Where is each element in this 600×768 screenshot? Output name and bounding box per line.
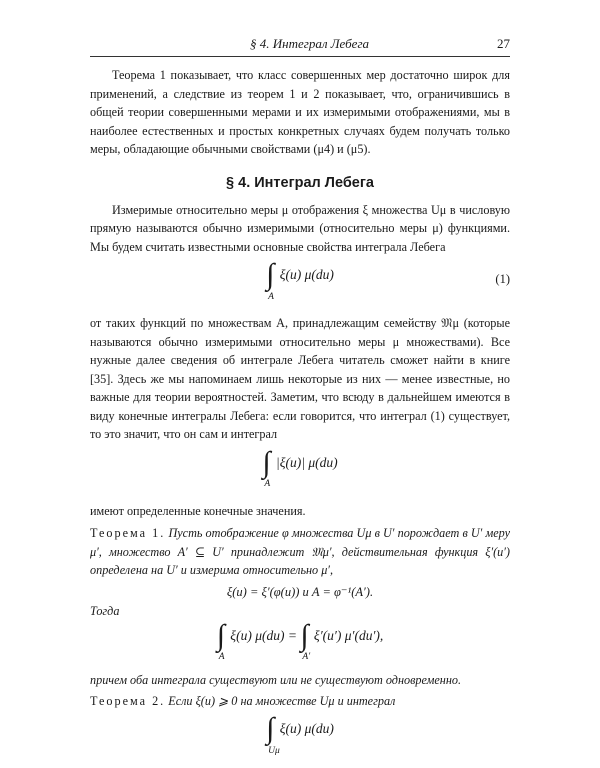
integral-subscript: Uμ <box>268 745 280 756</box>
formula-number: (1) <box>495 272 510 286</box>
formula-left: ξ(u) μ(du) = <box>230 627 297 643</box>
formula-expression: ξ(u) μ(du) <box>279 267 334 282</box>
formula-right: ξ′(u′) μ′(du′), <box>313 627 384 643</box>
formula-expression: |ξ(u)| μ(du) <box>276 454 338 470</box>
paragraph-3: имеют определенные конечные значения. <box>90 503 306 518</box>
intro-paragraph: Теорема 1 показывает, что класс совершенных мер достаточно широк для применений, а следствие из теорем 1 и 2 показывает, что, ограничившись в общей теории совершенными мерами и их измеримыми отображениями, мы в наиболее естественных и простых конкретных случаях будем получать только меры, обладающие обычными свойствами (μ4) и (μ5). <box>90 68 510 156</box>
page-content <box>90 66 510 768</box>
theorem-1-formula <box>90 618 510 667</box>
theorem-1-body: Пусть отображение φ множества Uμ в U′ порождает в U′ меру μ′, множество A′ ⊆ U′ принадлежит 𝔐μ′, действительная функция ξ′(u′) определена на U′ и измерима относительно μ′, <box>90 526 511 577</box>
integral-sign: ∫ A′ <box>300 618 311 662</box>
theorem-1 <box>90 524 510 580</box>
theorem-2-head: Теорема 2. <box>90 693 166 708</box>
integral-subscript: A <box>264 479 271 489</box>
theorem-1-condition: ξ(u) = ξ′(φ(u)) и A = φ⁻¹(A′). <box>226 584 374 599</box>
formula-3 <box>90 714 510 760</box>
paragraph-1: Измеримые относительно меры μ отображения ξ множества Uμ в числовую прямую называются обычно измеримыми (относительно меры μ) функциями. Мы будем считать известными основные свойства интеграла Лебега <box>90 202 510 254</box>
integral-sign: ∫ A <box>266 258 275 302</box>
formula-2 <box>90 445 510 494</box>
integral-subscript: A <box>268 291 274 302</box>
integral-subscript: A <box>218 652 225 662</box>
integral-sign: ∫ A <box>216 618 225 662</box>
running-head <box>90 36 510 57</box>
integral-sign: ∫ A <box>262 445 271 489</box>
formula-expression: ξ(u) μ(du) <box>279 721 334 736</box>
paragraph-2: от таких функций по множествам A, принадлежащим семейству 𝔐μ (которые называются обычно измеримыми относительно меры μ множествами). Все нужные далее сведения об интеграле Лебега читатель сможет найти в книге [35]. Здесь же мы напоминаем лишь некоторые из них — менее известные, но важные для теории вероятностей. Заметим, что всюду в дальнейшем имеются в виду конечные интегралы Лебега: если говорится, что интеграл (1) существует, то это значит, что он сам и интеграл <box>90 316 510 441</box>
theorem-2-body: Если ξ(u) ⩾ 0 на множестве Uμ и интеграл <box>168 693 396 708</box>
formula-1 <box>90 260 510 306</box>
integral-sign: ∫ Uμ <box>266 712 280 756</box>
integral-subscript: A′ <box>302 652 311 662</box>
page-number: 27 <box>497 36 510 51</box>
theorem-1-conclusion: причем оба интеграла существуют или не существуют одновременно. <box>90 672 462 687</box>
section-title: § 4. Интеграл Лебега <box>226 174 374 191</box>
running-title: § 4. Интеграл Лебега <box>250 36 370 51</box>
theorem-1-head: Теорема 1. <box>90 526 166 540</box>
theorem-2 <box>90 692 510 711</box>
theorem-1-then: Тогда <box>90 603 120 618</box>
